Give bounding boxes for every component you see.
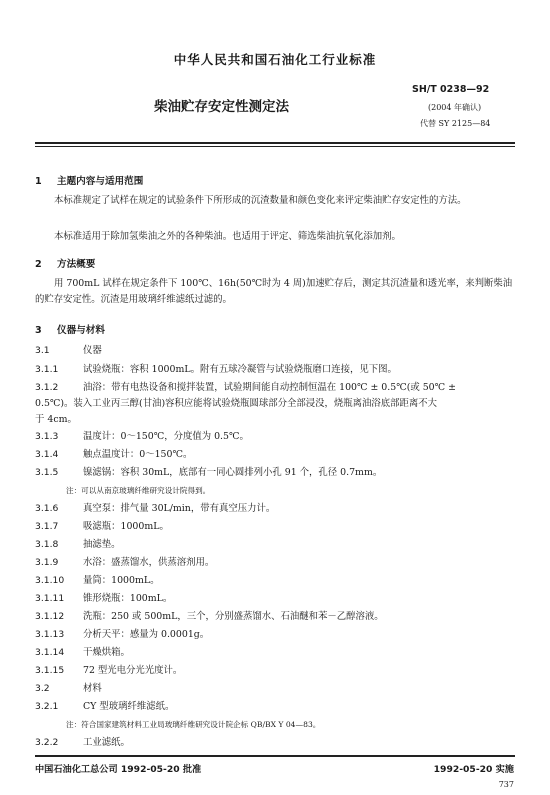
list-item: 3.1 仪器 [35, 345, 102, 356]
list-item: 3.1.5 镍滤锅：容积 30mL，底部有一同心圆排列小孔 91 个，孔径 0.7mm。 [35, 467, 383, 478]
section-number: 2 [35, 259, 42, 270]
standard-title: 柴油贮存安定性测定法 [154, 99, 289, 115]
list-item: 3.1.2 油浴：带有电热设备和搅拌装置，试验期间能自动控制恒温在 100℃ ± 0.5℃(或 50℃ ± [35, 382, 456, 393]
footer-rule [35, 755, 515, 757]
header-rule-thin [35, 146, 515, 147]
list-item: 3.2.1 CY 型玻璃纤维滤纸。 [35, 701, 175, 712]
section-number: 3 [35, 325, 42, 336]
page-number: 737 [498, 780, 514, 789]
standard-code: SH/T 0238—92 [412, 84, 490, 95]
list-item: 3.1.3 温度计：0～150℃，分度值为 0.5℃。 [35, 431, 249, 442]
list-item: 3.1.1 试验烧瓶：容积 1000mL。附有五球冷凝管与试验烧瓶磨口连接，见下图。 [35, 364, 397, 375]
list-item: 3.2.2 工业滤纸。 [35, 737, 130, 748]
list-item-continuation: 0.5℃)。装入工业丙三醇(甘油)容积应能将试验烧瓶圆球部分全部浸没，烧瓶离油浴底部距离不大 [35, 398, 437, 409]
section-2-paragraph-1: 用 700mL 试样在规定条件下 100℃、16h(50℃时为 4 周)加速贮存后，测定其沉渣量和透光率，来判断柴油的贮存安定性。沉渣是用玻璃纤维滤纸过滤的。 [35, 278, 513, 305]
section-3-heading [35, 322, 105, 336]
list-item: 3.1.6 真空泵：排气量 30L/min，带有真空压力计。 [35, 503, 276, 514]
list-item: 3.1.14 干燥烘箱。 [35, 647, 130, 658]
section-number: 1 [35, 176, 42, 187]
list-item: 3.1.4 触点温度计：0～150℃。 [35, 449, 193, 460]
list-item: 3.1.7 吸滤瓶：1000mL。 [35, 521, 169, 532]
footnote: 注：可以从南京玻璃纤维研究设计院得到。 [66, 486, 211, 495]
section-2-heading [35, 256, 95, 270]
list-item: 3.1.10 量筒：1000mL。 [35, 575, 160, 586]
footnote: 注：符合国家建筑材料工业局玻璃纤维研究设计院企标 QB/BX Y 04—83。 [66, 720, 321, 729]
list-item: 3.2 材料 [35, 683, 102, 694]
approval-text: 中国石油化工总公司 1992-05-20 批准 [35, 764, 202, 775]
list-item-continuation: 于 4cm。 [35, 414, 77, 425]
section-1-paragraph-1: 本标准规定了试样在规定的试验条件下所形成的沉渣数量和颜色变化来评定柴油贮存安定性的方法。 [54, 195, 467, 206]
section-title: 主题内容与适用范围 [57, 176, 144, 187]
list-item: 3.1.9 水浴：盛蒸馏水，供蒸溶剂用。 [35, 557, 215, 568]
list-item: 3.1.12 洗瓶：250 或 500mL，三个，分别盛蒸馏水、石油醚和苯－乙醇溶液。 [35, 611, 384, 622]
list-item: 3.1.11 锥形烧瓶：100mL。 [35, 593, 173, 604]
header-rule-thick [35, 142, 515, 144]
section-title: 方法概要 [57, 259, 96, 270]
section-title: 仪器与材料 [57, 325, 105, 336]
implementation-text: 1992-05-20 实施 [433, 764, 514, 775]
list-item: 3.1.8 抽滤垫。 [35, 539, 121, 550]
replaces-note: 代替 SY 2125—84 [420, 119, 491, 128]
list-item: 3.1.15 72 型光电分光光度计。 [35, 665, 183, 676]
org-title: 中华人民共和国石油化工行业标准 [173, 52, 377, 67]
list-item: 3.1.13 分析天平：感量为 0.0001g。 [35, 629, 210, 640]
section-1-paragraph-2: 本标准适用于除加氢柴油之外的各种柴油。也适用于评定、筛选柴油抗氧化添加剂。 [54, 231, 401, 242]
confirm-note: (2004 年确认) [428, 103, 482, 112]
section-1-heading [35, 173, 143, 187]
